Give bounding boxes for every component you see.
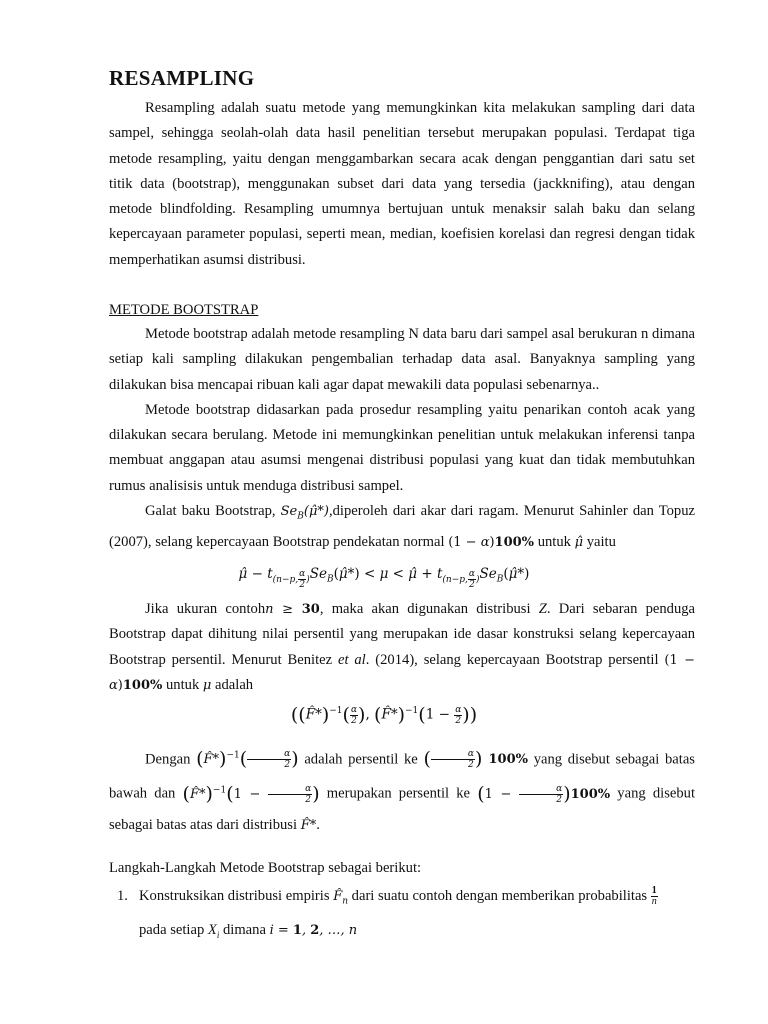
steps-intro: Langkah-Langkah Metode Bootstrap sebagai berikut: bbox=[109, 860, 422, 876]
bounds-paragraph-block bbox=[109, 741, 695, 841]
formula-upper-bound: (F̂*)$^{-1}$(1 − $\frac{\alpha}{2}$ ) bbox=[182, 782, 320, 805]
formula-lower-bound: (F̂*)$^{-1}$( $\frac{\alpha}{2}$ ) bbox=[196, 748, 299, 771]
paragraph-bounds: Dengan (F̂*)$^{-1}$( $\frac{\alpha}{2}$ ) adalah persentil ke ( $\frac{\alpha}{2}$ ) 100% yang disebut sebagai batas bawah dan (F̂*)$^{-1}$(1 − $\frac{\alpha}{2}$ ) merupakan persentil ke (1 − $\frac{\alpha}{2}$ )100% yang disebut sebagai batas atas dari distribusi F̂*. bbox=[109, 748, 695, 833]
formula-percentile-level: (1 − α)100% bbox=[109, 652, 695, 693]
formula-f-n: $F̂_n$ bbox=[333, 889, 349, 907]
steps-list bbox=[117, 882, 697, 949]
equation-normal-interval: μ̂ − $t_{(n-p, \frac{\alpha}{2} )}Se_B(\mû*) < \mu$ < μ̂ + $t_{(n-p, \frac{\alpha}{2} )}Se_B(\mû*)$ bbox=[238, 566, 530, 590]
intro-paragraph-block bbox=[109, 96, 695, 273]
equation-percentile-interval: ((F̂*)$^{-1}$( $\frac{\alpha}{2}$ ), (F̂*)$^{-1}$(1 − $\frac{\alpha}{2}$ )) bbox=[290, 704, 478, 726]
formula-one-over-n: $\frac{1}{n}$ bbox=[651, 885, 657, 908]
formula-confidence-level: (1 − α)100% bbox=[448, 534, 535, 550]
formula-mu-hat: μ̂ bbox=[574, 534, 584, 550]
bootstrap-paragraphs bbox=[109, 322, 695, 555]
paragraph-procedure: Metode bootstrap didasarkan pada prosedur resampling yaitu penarikan contoh acak yang dilakukan secara berulang. Metode ini memungkinkan penelitian untuk melakukan inferensi tanpa membuat anggapan atau asumsi mengenai distribusi populasi yang kuat dan tidak membutuhkan rumus analisisis untuk menduga distribusi sampel. bbox=[109, 401, 695, 494]
paragraph-standard-error: Galat baku Bootstrap, $Se_B(\mû*),diperoleh$ dari akar dari ragam. Menurut Sahinler dan Topuz (2007), selang kepercayaan Bootstrap pendekatan normal (1 − α)100% untuk μ̂ yaitu bbox=[109, 503, 695, 550]
formula-lower-percent: ( $\frac{\alpha}{2}$ ) 100% bbox=[423, 748, 529, 771]
formula-upper-percent: (1 − $\frac{\alpha}{2}$ )100% bbox=[477, 782, 611, 805]
formula-se-b: $Se_B(\mû*)$ bbox=[280, 504, 329, 522]
page-title: RESAMPLING bbox=[109, 66, 255, 90]
formula-n-condition: n ≥ 30 bbox=[265, 602, 320, 617]
list-item-continuation: pada setiap $X_i$ dimana i = 1, 2, …, n bbox=[139, 921, 358, 940]
paragraph-definition: Metode bootstrap adalah metode resampling N data baru dari sampel asal berukuran n dimana setiap kali sampling dilakukan pengembalian terhadap data asal. Banyaknya sampling yang dilakukan bisa mencapai ribuan kali agar dapat mewakili data populasi sebenarnya.. bbox=[109, 326, 695, 393]
formula-mu: μ bbox=[202, 677, 212, 693]
list-item: 1. Konstruksikan distribusi empiris $F̂_n$ dari suatu contoh dengan memberikan probabilitas $\frac{1}{n}$ bbox=[117, 885, 657, 908]
paragraph-percentile: Jika ukuran contohn ≥ 30, maka akan digunakan distribusi Z. Dari sebaran penduga Bootstrap dapat dihitung nilai persentil yang merupakan ide dasar konstruksi selang kepercayaan Bootstrap persentil. Menurut Benitez et al. (2014), selang kepercayaan Bootstrap persentil (1 − α)100% untuk μ adalah bbox=[109, 601, 696, 693]
section-heading: METODE BOOTSTRAP bbox=[109, 302, 259, 318]
intro-paragraph: Resampling adalah suatu metode yang memungkinkan kita melakukan sampling dari data sampel, sehingga seolah-olah data hasil penelitian tersebut merupakan populasi. Terdapat tiga metode resampling, yaitu dengan menggambarkan secara acak dengan penggantian dari satu set titik data (bootstrap), menggunakan subset dari data yang tersedia (jackknifing), atau dengan metode blindfolding. Resampling umumnya bertujuan untuk menaksir salah baku dan selang kepercayaan parameter populasi, seperti mean, median, koefisien korelasi dan regresi dengan tidak memperhatikan asumsi distribusi. bbox=[109, 100, 695, 268]
formula-f-star: F̂* bbox=[300, 817, 317, 833]
percentile-paragraph-block bbox=[109, 597, 695, 698]
formula-index-range: i = 1, 2, …, n bbox=[269, 922, 358, 938]
